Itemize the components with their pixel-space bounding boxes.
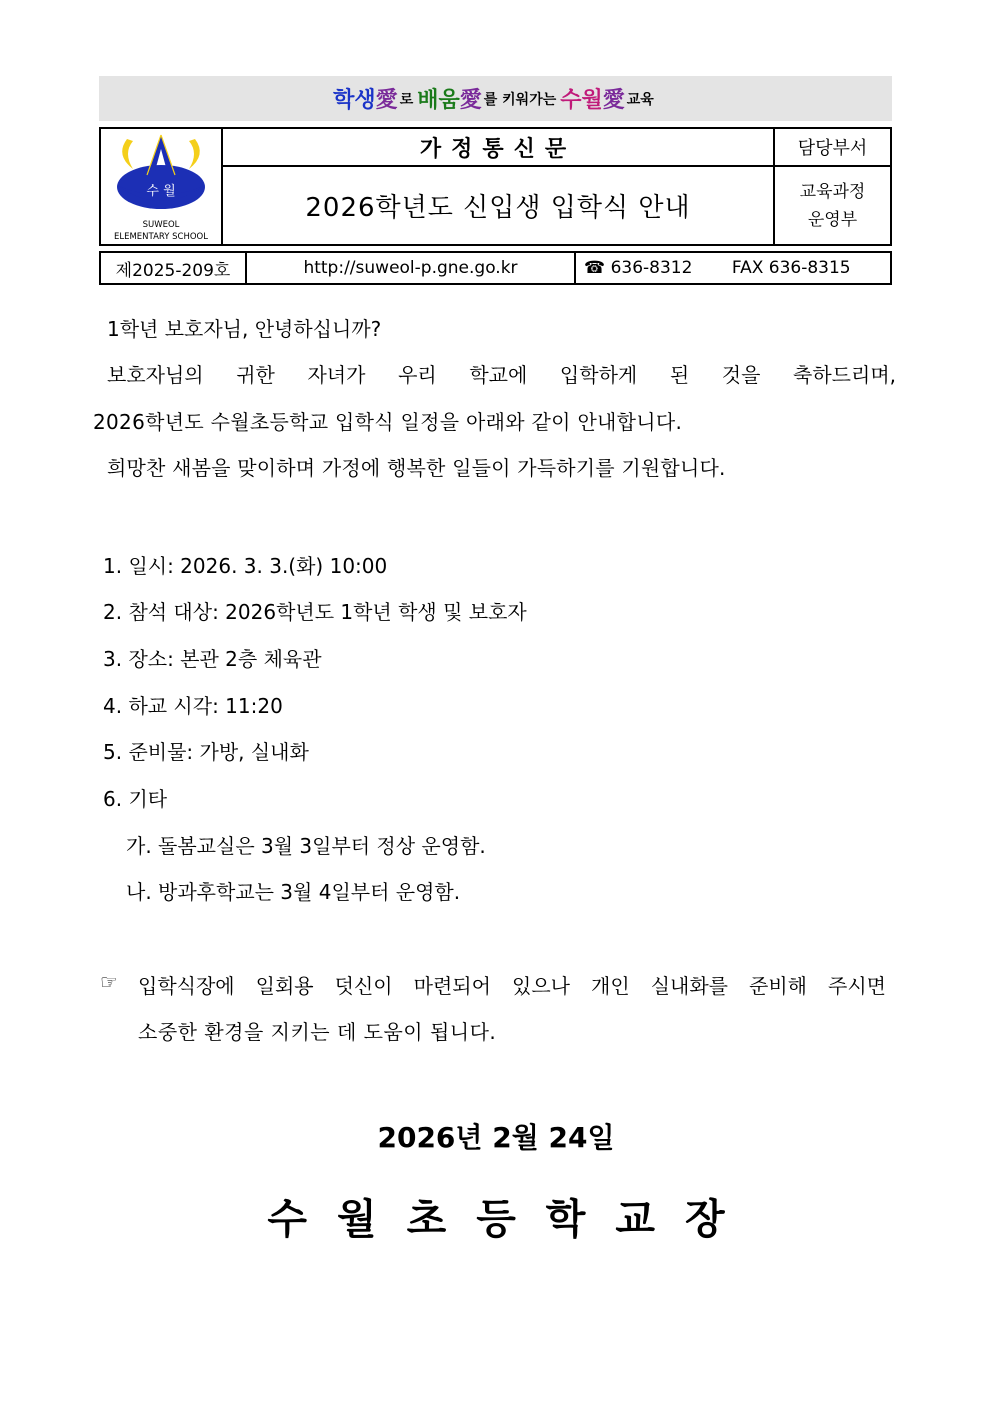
school-emblem-icon (109, 131, 213, 213)
slogan-learning: 배움 (417, 88, 460, 113)
list-item: 4. 하교 시각: 11:20 (103, 694, 283, 718)
slogan-education: 교육 (626, 91, 654, 108)
list-item: 2. 참석 대상: 2026학년도 1학년 학생 및 보호자 (103, 600, 527, 624)
page-title: 2026학년도 신입생 입학식 안내 (222, 166, 774, 245)
greeting-line-4: 희망찬 새봄을 맞이하며 가정에 행복한 일들이 가득하기를 기원합니다. (107, 456, 726, 480)
list-item: 3. 장소: 본관 2층 체육관 (103, 647, 322, 671)
doc-type: 가정통신문 (222, 128, 774, 166)
greeting-line-3: 2026학년도 수월초등학교 입학식 일정을 아래와 같이 안내합니다. (93, 410, 683, 434)
dept-label: 담당부서 (774, 128, 891, 166)
doc-number: 제2025-209호 (100, 252, 246, 284)
list-item: 1. 일시: 2026. 3. 3.(화) 10:00 (103, 554, 388, 578)
school-logo (100, 128, 222, 245)
school-url[interactable]: http://suweol-p.gne.go.kr (246, 252, 575, 284)
slogan-middle: 를 키워가는 (483, 91, 557, 108)
pointing-hand-icon: ☞ (100, 970, 118, 994)
list-item: 5. 준비물: 가방, 실내화 (103, 740, 309, 764)
slogan-particle-ro: 로 (399, 91, 414, 108)
principal-signature: 수월초등학교장 (267, 1195, 755, 1243)
note-line-2: 소중한 환경을 지키는 데 도움이 됩니다. (138, 1020, 497, 1044)
greeting-line-1: 1학년 보호자님, 안녕하십니까? (107, 317, 382, 341)
logo-english-name: SUWEOL ELEMENTARY SCHOOL (114, 219, 208, 242)
phone-number: 636-8312 (610, 258, 693, 278)
logo-korean-name: 수 월 (146, 183, 176, 199)
slogan-suwol: 수월 (560, 88, 603, 113)
note-line-1: 입학식장에 일회용 덧신이 마련되어 있으나 개인 실내화를 준비해 주시면 (138, 974, 886, 998)
dept-name: 교육과정 운영부 (774, 166, 891, 245)
issue-date: 2026년 2월 24일 (377, 1121, 615, 1154)
fax-number: FAX 636-8315 (731, 258, 851, 278)
slogan-student: 학생 (333, 88, 376, 113)
header-table (99, 127, 892, 246)
slogan-love-3: 愛 (602, 88, 625, 113)
sub-list-item: 가. 돌봄교실은 3월 3일부터 정상 운영함. (126, 834, 486, 858)
slogan-banner (99, 76, 892, 121)
slogan-love-1: 愛 (375, 88, 398, 113)
slogan-love-2: 愛 (459, 88, 482, 113)
contact-cell (575, 252, 891, 284)
info-row (99, 251, 892, 285)
sub-list-item: 나. 방과후학교는 3월 4일부터 운영함. (126, 880, 461, 904)
greeting-line-2: 보호자님의 귀한 자녀가 우리 학교에 입학하게 된 것을 축하드리며, (107, 363, 896, 387)
list-item: 6. 기타 (103, 787, 168, 811)
telephone-icon: ☎ (584, 258, 606, 278)
